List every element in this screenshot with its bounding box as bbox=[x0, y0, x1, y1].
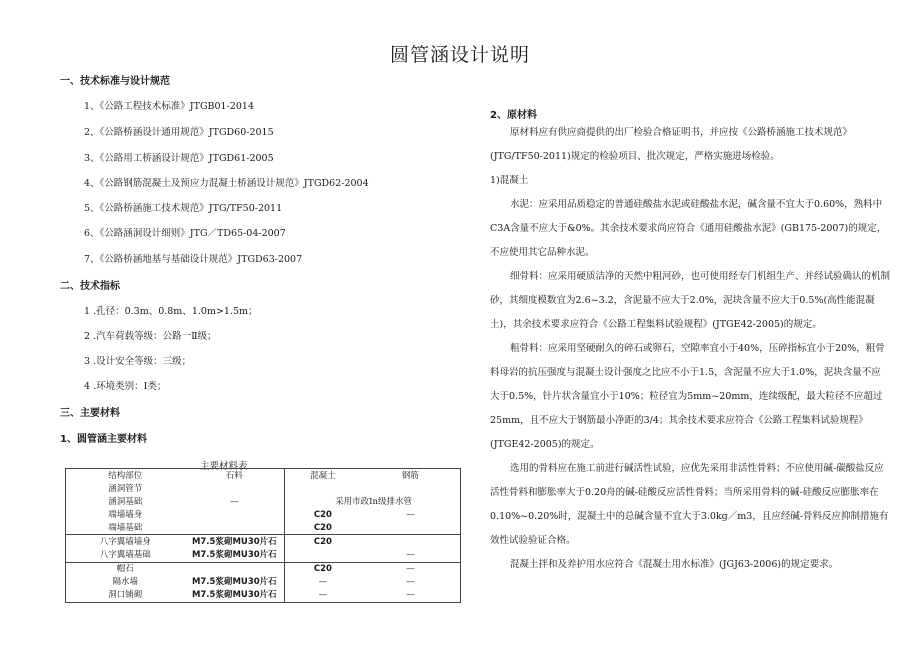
table-cell: 隔水墙 bbox=[112, 577, 138, 588]
table-cell bbox=[184, 562, 284, 576]
table-header-row bbox=[66, 469, 461, 483]
table-cell: 帽石 bbox=[66, 562, 185, 576]
coarse-aggregate-paragraph: 粗骨料：应采用坚硬耐久的碎石或卵石，空隙率宜小于40%，压碎指标宜小于20%，粗骨料母岩的抗压强度与混凝土设计强度之比应不小于1.5，含泥量不应大于1.0%，泥块含量不应大于0.5%，针片状含量宜小于10%；粒径宜为5mm~20mm，连续级配，最大粒径不应超过25mm，且不应大于钢筋最小净距的3/4；其余技术要求应符合《公路工程集料试验规程》(JTGE42-2005)的规定。 bbox=[490, 343, 885, 450]
water-paragraph: 混凝土拌和及养护用水应符合《混凝土用水标准》(JGJ63-2006)的规定要求。 bbox=[510, 559, 839, 570]
table-cell: — bbox=[406, 577, 415, 588]
concrete-subheading: 1)混凝土 bbox=[490, 175, 529, 186]
table-cell bbox=[361, 535, 461, 549]
table-row bbox=[66, 576, 461, 589]
indicator-item: 3 .设计安全等级：三级； bbox=[84, 356, 192, 367]
section-raw-materials-heading: 2、原材料 bbox=[490, 110, 537, 121]
table-row bbox=[66, 589, 461, 603]
header-cell: 结构部位 bbox=[108, 470, 143, 481]
table-cell: C20 bbox=[285, 535, 361, 549]
materials-table bbox=[65, 468, 461, 603]
table-row bbox=[66, 508, 461, 521]
reference-item: 3、《公路用工桥涵设计规范》JTGD61-2005 bbox=[84, 153, 274, 164]
table-cell: 洞口铺砌 bbox=[108, 590, 143, 601]
table-cell: — bbox=[406, 590, 415, 601]
table-cell: 端墙基础 bbox=[108, 522, 143, 533]
table-row bbox=[66, 562, 461, 576]
section-standards-heading: 一、技术标准与设计规范 bbox=[60, 76, 170, 87]
header-cell: 混凝土 bbox=[285, 469, 361, 483]
raw-materials-intro: 原材料应有供应商提供的出厂检验合格证明书，并应按《公路桥涵施工技术规范》(JTG/TF50-2011)规定的检验项目、批次规定，严格实施进场检验。 bbox=[490, 127, 853, 162]
reference-item: 5、《公路桥涵施工技术规范》JTG/TF50-2011 bbox=[84, 203, 283, 214]
header-cell: 钢筋 bbox=[401, 470, 419, 481]
table-cell: — bbox=[406, 509, 415, 520]
table-cell: — bbox=[361, 562, 461, 576]
table-cell: 涵洞基础 bbox=[108, 496, 143, 507]
indicator-item: 2 .汽车荷载等级：公路一Ⅱ级； bbox=[84, 331, 217, 342]
table-cell bbox=[184, 508, 284, 521]
table-cell: — bbox=[406, 550, 415, 561]
table-cell: 涵洞管节 bbox=[108, 483, 143, 494]
indicator-item: 1 .孔径：0.3m、0.8m、1.0m>1.5m； bbox=[84, 306, 258, 317]
table-cell: C20 bbox=[285, 521, 361, 535]
subsection-pipe-materials-heading: 1、圆管涵主要材料 bbox=[60, 434, 147, 445]
table-row bbox=[66, 535, 461, 549]
table-row bbox=[66, 495, 461, 508]
table-row bbox=[66, 482, 461, 495]
alkali-reaction-paragraph: 选用的骨料应在施工前进行碱活性试验，应优先采用非活性骨料；不应使用碱-碳酸盐反应活性骨料和膨胀率大于0.20舟的碱-硅酸反应活性骨料；当所采用骨料的碱-硅酸反应膨胀率在0.10%~0.20%时，混凝土中的总碱含量不宜大于3.0kg／m3，且应经碱-骨料反应抑制措施有效性试验验证合格。 bbox=[490, 463, 889, 546]
fine-aggregate-paragraph: 细骨料：应采用硬质洁净的天然中粗河砂，也可使用经专门机组生产、并经试验确认的机制砂，其细度模数宜为2.6~3.2，含泥量不应大于2.0%，泥块含量不应大于0.5%(高性能混凝土)，其余技术要求应符合《公路工程集料试验规程》(JTGE42-2005)的规定。 bbox=[490, 271, 891, 330]
table-cell bbox=[285, 549, 361, 563]
table-cell bbox=[361, 521, 461, 535]
table-row bbox=[66, 521, 461, 535]
table-cell: 八字翼墙墙身 bbox=[66, 535, 185, 549]
reference-item: 1、《公路工程技术标准》JTGB01-2014 bbox=[84, 101, 254, 112]
table-cell: M7.5浆砌MU30片石 bbox=[184, 535, 284, 549]
table-cell: — bbox=[230, 496, 239, 507]
table-cell: M7.5浆砌MU30片石 bbox=[191, 577, 277, 588]
table-row bbox=[66, 549, 461, 563]
indicator-item: 4 .环境类别：Ⅰ类； bbox=[84, 381, 167, 392]
table-cell bbox=[184, 482, 284, 495]
table-cell bbox=[184, 521, 284, 535]
table-cell bbox=[361, 482, 461, 495]
materials-table-title: 主要材料表 bbox=[200, 461, 248, 472]
section-indicators-heading: 二、技术指标 bbox=[60, 281, 120, 292]
table-cell: 采用市政In级排水管 bbox=[285, 495, 461, 508]
table-cell: C20 bbox=[285, 562, 361, 576]
reference-item: 7、《公路桥涵地基与基础设计规范》JTGD63-2007 bbox=[84, 254, 303, 265]
table-cell: C20 bbox=[285, 508, 361, 521]
cement-paragraph: 水泥：应采用品质稳定的普通硅酸盐水泥或硅酸盐水泥，碱含量不宜大于0.60%，熟料中C3A含量不应大于&0%。其余技术要求尚应符合《通用硅酸盐水泥》(GB175-2007)的规定，不应使用其它品种水泥。 bbox=[490, 199, 887, 258]
table-cell: 端墙墙身 bbox=[108, 509, 143, 520]
right-column bbox=[490, 121, 890, 577]
reference-item: 6、《公路涵洞设计细则》JTG／TD65-04-2007 bbox=[84, 228, 286, 239]
table-cell: — bbox=[285, 589, 361, 603]
reference-item: 4、《公路钢筋混凝土及预应力混凝土桥涵设计规范》JTGD62-2004 bbox=[84, 178, 369, 189]
page-title: 圆管涵设计说明 bbox=[389, 44, 530, 66]
table-cell bbox=[285, 482, 361, 495]
header-cell: 石料 bbox=[225, 470, 243, 481]
reference-item: 2、《公路桥涵设计通用规范》JTGD60-2015 bbox=[84, 127, 274, 138]
table-cell: — bbox=[285, 576, 361, 589]
table-cell: M7.5浆砌MU30片石 bbox=[191, 550, 277, 561]
table-cell: M7.5浆砌MU30片石 bbox=[191, 590, 277, 601]
table-cell: 八字翼墙基础 bbox=[99, 550, 151, 561]
section-materials-heading: 三、主要材料 bbox=[60, 408, 120, 419]
